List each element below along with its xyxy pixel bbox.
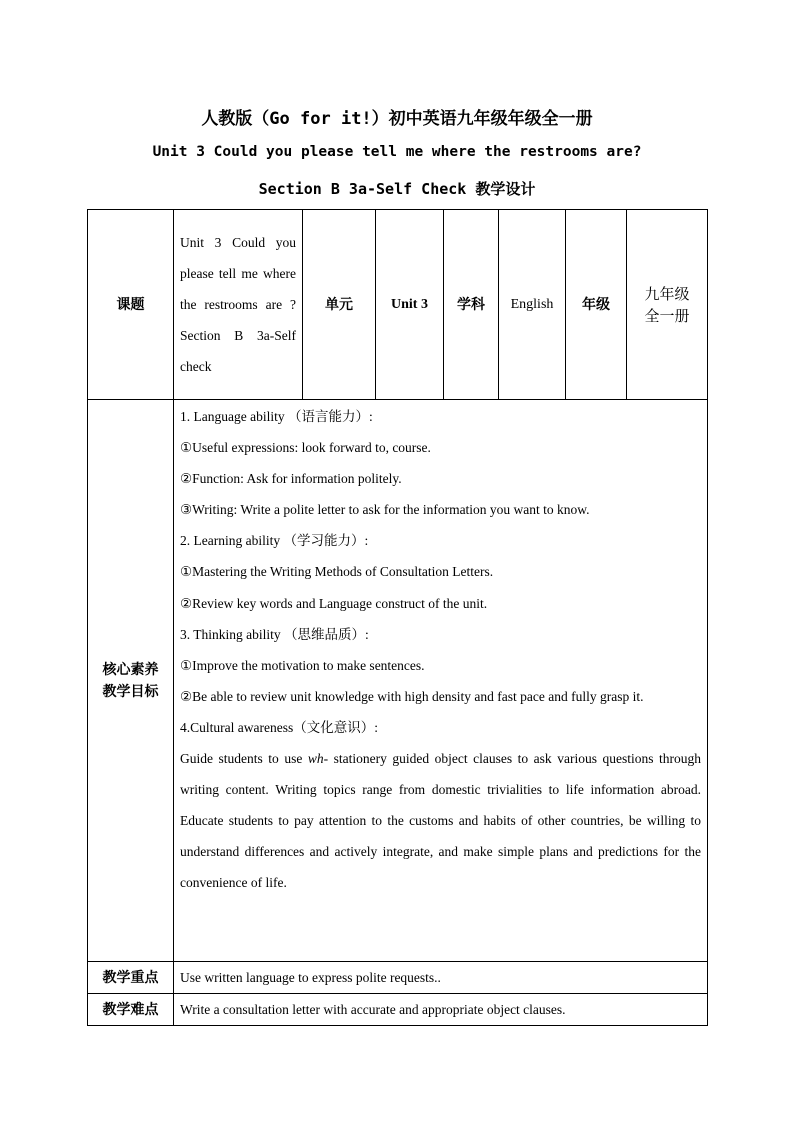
subject-value: English — [499, 210, 566, 400]
goal-line-wrapped: ②Be able to review unit knowledge with high density and fast pace and fully grasp it. — [180, 688, 644, 704]
topic-label: 课题 — [88, 210, 174, 400]
cultural-awareness-paragraph — [180, 743, 701, 898]
topic-value: Unit 3 Could you please tell me where the restrooms are ? Section B 3a-Self check — [180, 235, 296, 374]
goals-content — [174, 400, 707, 901]
goal-line: ①Useful expressions: look forward to, course. — [180, 440, 431, 456]
goal-line: ②Review key words and Language construct of the unit. — [180, 595, 488, 611]
cultural-text-emphasis: wh- — [307, 751, 329, 767]
goal-line: ①Mastering the Writing Methods of Consultation Letters. — [180, 564, 494, 580]
goal-line: 3. Thinking ability （思维品质）: — [180, 626, 369, 642]
unit-label: 单元 — [303, 210, 376, 400]
key-points-value: Use written language to express polite requests.. — [180, 970, 441, 985]
cultural-text-pre: Guide students to use — [180, 751, 308, 767]
difficulties-label: 教学难点 — [88, 994, 174, 1026]
document-subtitle-unit: Unit 3 Could you please tell me where the restrooms are? — [152, 144, 642, 160]
document-title: 人教版（Go for it!）初中英语九年级年级全一册 — [201, 109, 593, 129]
topic-value-cell — [174, 210, 303, 400]
goal-line: ③Writing: Write a polite letter to ask for the information you want to know. — [180, 502, 590, 518]
cultural-text-post: stationery guided object clauses to ask various questions through writing content. Writing topics range from domestic trivialities to life information abroad. Educate students to pay attention to the customs and habits of other countries, be willing to understand differences and actively integrate, and make simple plans and predictions for the convenience of life. — [180, 751, 701, 891]
subject-label: 学科 — [444, 210, 499, 400]
goal-line: 2. Learning ability （学习能力）: — [180, 533, 369, 549]
unit-value: Unit 3 — [376, 210, 444, 400]
document-subtitle-section: Section B 3a-Self Check 教学设计 — [258, 180, 536, 198]
goal-line: 4.Cultural awareness（文化意识）: — [180, 719, 378, 735]
lesson-plan-table — [87, 209, 708, 1026]
goals-row — [88, 400, 708, 962]
goals-content-cell — [174, 400, 708, 962]
key-points-label: 教学重点 — [88, 962, 174, 994]
grade-label: 年级 — [566, 210, 627, 400]
info-row — [88, 210, 708, 400]
goal-line: ①Improve the motivation to make sentences. — [180, 657, 425, 673]
key-points-row — [88, 962, 708, 994]
difficulties-value: Write a consultation letter with accurate and appropriate object clauses. — [180, 1002, 566, 1017]
grade-value: 九年级全一册 — [644, 284, 690, 325]
difficulties-row — [88, 994, 708, 1026]
key-points-cell — [174, 962, 708, 994]
difficulties-cell — [174, 994, 708, 1026]
goals-label: 核心素养教学目标 — [88, 400, 174, 962]
goal-line: ②Function: Ask for information politely. — [180, 471, 402, 487]
grade-value-cell — [627, 210, 708, 400]
goal-line: 1. Language ability （语言能力）: — [180, 409, 373, 424]
